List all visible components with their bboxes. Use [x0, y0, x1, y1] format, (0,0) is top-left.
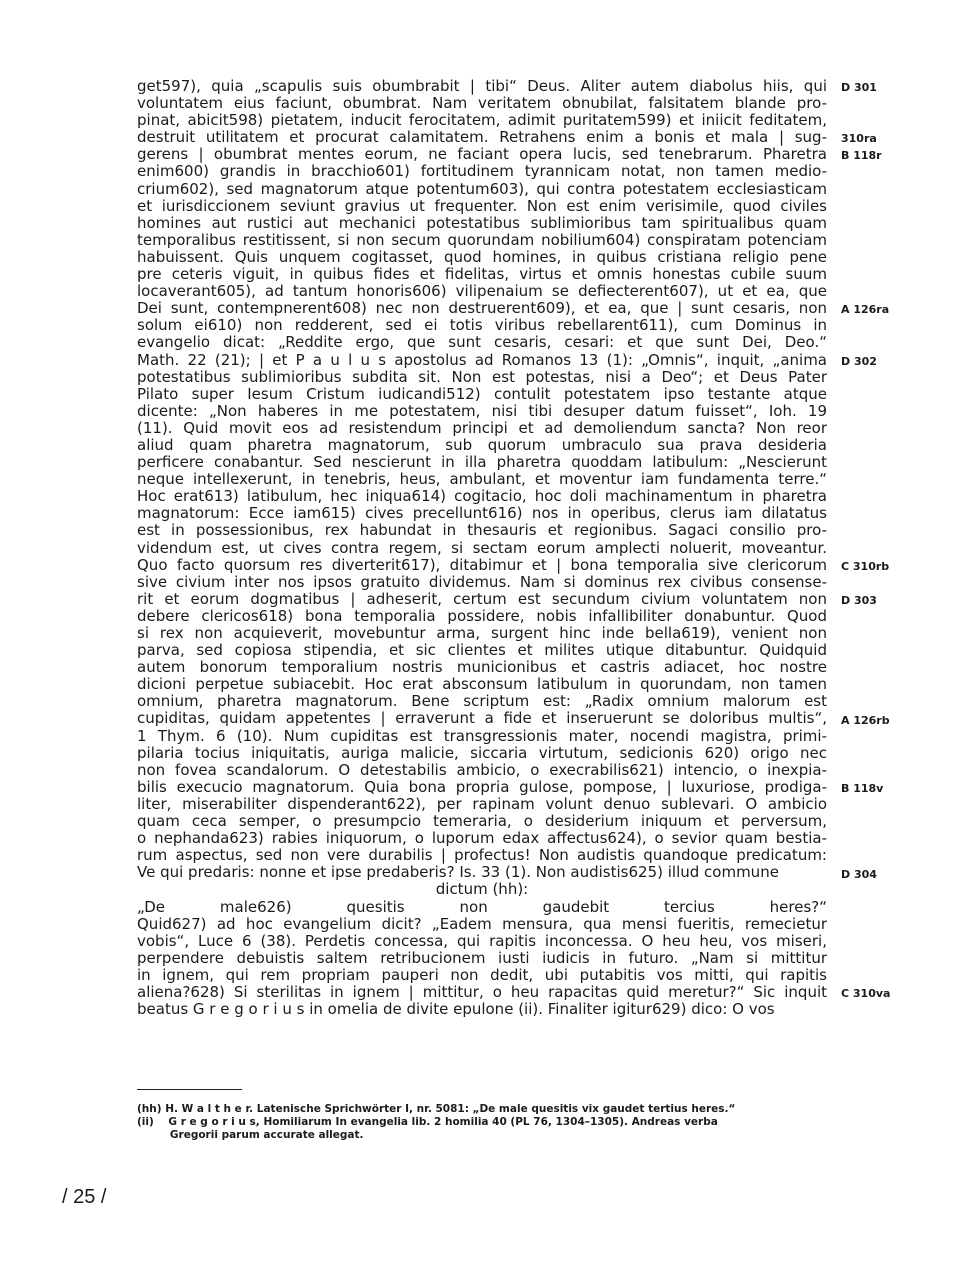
text-line: perficere conabantur. Sed nescierunt in illa pharetra quoddam latibulum: „Nescierunt: [137, 454, 827, 472]
footnote-ii-continued: Gregorii parum accurate allegat.: [137, 1129, 364, 1141]
text-line: habuissent. Quis unquem cogitasset, quod homines, in quibus cristiana religio pene: [137, 248, 827, 266]
text-line: pre ceteris viguit, in quibus fides et fidelitas, virtus et omnis honestas cubile suum: [137, 266, 827, 284]
text-line: rum aspectus, sed non vere durabilis | profectus! Non audistis quandoque predicatum:: [137, 847, 827, 865]
text-line: non fovea scandalorum. O detestabilis ambicio, o execrabilis621) intencio, o inexpia-: [137, 761, 827, 779]
margin-ref: A 126rb: [841, 713, 890, 727]
margin-ref: D 302: [841, 354, 877, 368]
footnote-divider: [137, 1089, 242, 1090]
text-line: gerens | obumbrat mentes eorum, ne faciant opera lucis, sed tenebrarum. Pharetra: [137, 146, 827, 164]
text-line: aliena?628) Si sterilitas in ignem | mittitur, o heu rapacitas quid meretur?“ Sic inquit: [137, 983, 827, 1001]
text-line: (11). Quid movit eos ad resistendum principi et ad demoliendum sancta? Non reor: [137, 419, 827, 437]
body-text: [137, 78, 827, 1018]
text-line: Math. 22 (21); | et P a u l u s apostolus ad Romanos 13 (1): „Omnis“, inquit, „anima: [137, 351, 827, 369]
text-line: aliud quam pharetra magnatorum, sub quorum umbraculo sua prava desideria: [137, 436, 827, 454]
margin-ref: 310ra: [841, 132, 877, 146]
text-line: enim600) grandis in bracchio601) fortitudinem tyrannicam notat, non tamen medio-: [137, 163, 827, 181]
text-line: evangelio dicat: „Reddite ergo, que sunt cesaris, cesari: et que sunt Dei, Deo.“: [137, 334, 827, 352]
text-line: potestatibus sublimioribus subdita sit. Non est potestas, nisi a Deo“; et Deus Pater: [137, 368, 827, 386]
text-line: dicente: „Non haberes in me potestatem, nisi tibi desuper datum fuisset“, Ioh. 19: [137, 402, 827, 420]
text-line: dictum (hh):: [435, 881, 529, 899]
text-line: homines aut rustici aut mechanici potestatibus sublimioribus tam spiritualibus quam: [137, 214, 827, 232]
text-line: sive civium inter nos ipsos gratuito dividemus. Nam si dominus rex civibus consense-: [137, 573, 827, 591]
text-line: videndum est, ut cives contra regem, si sectam eorum amplecti noluerit, moveantur.: [137, 539, 827, 557]
footnotes: [137, 1103, 832, 1142]
text-line: perpendere debuistis saltem retribucionem iusti iudicis in futuro. „Nam si mittitur: [137, 949, 827, 967]
text-line: Pilato super Iesum Cristum iudicandi512) contulit potestatem ipso testante atque: [137, 385, 827, 403]
margin-ref: D 304: [841, 867, 877, 881]
text-line: cupiditas, quidam appetentes | erraverunt a fide et inseruerunt se doloribus multis“,: [137, 710, 827, 728]
margin-ref: B 118r: [841, 149, 882, 163]
text-line: o nephanda623) rabies iniquorum, o luporum edax affectus624), o sevior quam bestia-: [137, 830, 827, 848]
margin-ref: C 310va: [841, 987, 891, 1001]
text-line: in ignem, qui rem propriam pauperi non dedit, ubi putabitis vos mitti, qui rapitis: [137, 966, 827, 984]
text-line: destruit utilitatem et procurat calamitatem. Retrahens enim a bonis et mala | sug-: [137, 129, 827, 147]
text-line: voluntatem eius faciunt, obumbrat. Nam veritatem obnubilat, falsitatem blande pro-: [137, 95, 827, 113]
text-line: Ve qui predaris: nonne et ipse predaberis? Is. 33 (1). Non audistis625) illud commune: [137, 864, 779, 882]
footnote-ii: (ii) G r e g o r i u s, Homiliarum In evangelia lib. 2 homilia 40 (PL 76, 1304–1305). Andreas verba: [137, 1116, 718, 1128]
text-line: locaverant605), ad tantum honoris606) vilipenaium se defiecterent607), ut et ea, que: [137, 283, 827, 301]
text-line: Quo facto quorsum res diverterit617), ditabimur et | bona temporalia sive clericorum: [137, 556, 827, 574]
text-line: Quid627) ad hoc evangelium dicit? „Eadem mensura, qua mensi fueritis, remecietur: [137, 915, 827, 933]
margin-ref: D 301: [841, 81, 877, 94]
text-line: omnium, pharetra magnatorum. Bene scriptum est: „Radix omnium malorum est: [137, 693, 827, 711]
margin-ref: D 303: [841, 594, 877, 607]
text-line: rit et eorum dogmatibus | adheserit, certum est secundum civium voluntatem non: [137, 590, 827, 608]
text-line: beatus G r e g o r i u s in omelia de divite epulone (ii). Finaliter igitur629) dico: O vos: [137, 1001, 775, 1019]
text-line: quam ceca semper, o presumpcio temeraria, o desiderium iniquum et perversum,: [137, 813, 827, 831]
margin-ref: A 126ra: [841, 303, 890, 317]
text-line: est in possessionibus, rex habundat in thesauris et regionibus. Sagaci consilio pro-: [137, 522, 827, 540]
text-line: si rex non acquieverit, movebuntur arma, surgent hinc inde bella619), venient non: [137, 625, 827, 642]
text-line: vobis“, Luce 6 (38). Perdetis concessa, qui rapitis inconcessa. O heu heu, vos miseri,: [137, 932, 827, 950]
text-line: pilaria tocius iniquitatis, auriga malicie, siccaria virtutum, sedicionis 620) origo nec: [137, 744, 827, 762]
text-line: bilis execucio magnatorum. Quia bona propria gulose, pompose, | luxuriose, prodiga-: [137, 778, 827, 796]
text-line: parva, sed copiosa stipendia, et sic clientes et milites utique ditabuntur. Quidquid: [137, 642, 827, 660]
page-number: / 25 /: [62, 1186, 107, 1208]
text-line: debere clericos618) bona temporalia possidere, nobis infallibiliter donabuntur. Quod: [137, 607, 827, 625]
text-line: liter, miserabiliter dispenderant622), per rapinam volunt denuo sublevari. O ambicio: [137, 795, 827, 813]
footnote-hh: (hh) H. W a l t h e r. Latenische Sprichwörter I, nr. 5081: „De male quesitis vix gaudet tertius heres.“: [137, 1103, 736, 1115]
text-line: solum ei610) non redderent, sed ei totis viribus rebellarent611), cum Dominus in: [137, 317, 827, 335]
text-line: temporalibus restitissent, si non secum quorundam nobilium604) conspiratam potenciam: [137, 231, 827, 249]
margin-ref: C 310rb: [841, 559, 890, 573]
margin-ref: B 118v: [841, 782, 884, 796]
text-line: autem bonorum temporalium nostris municionibus et castris adiacet, hoc nostre: [137, 659, 827, 677]
text-line: magnatorum: Ecce iam615) cives precellunt616) nos in operibus, clerus iam dilatatus: [137, 505, 827, 523]
text-line: Hoc erat613) latibulum, hec iniqua614) cogitacio, hoc doli machinamentum in pharetra: [137, 488, 827, 506]
text-line: Dei sunt, contempnerent608) nec non destruerent609), et ea, que | sunt cesaris, non: [137, 300, 827, 318]
text-line: pinat, abicit598) pietatem, inducit ferocitatem, adimit puritatem599) et iniicit feditatem,: [137, 112, 827, 130]
text-line: crium602), sed magnatorum atque potentum603), qui contra potestatem ecclesiasticam: [137, 180, 827, 198]
text-line: dicioni perpetue subiacebit. Hoc erat absconsum latibulum in quorundam, non tamen: [137, 676, 827, 694]
text-line: get597), quia „scapulis suis obumbrabit | tibi“ Deus. Aliter autem diabolus hiis, qui: [137, 78, 827, 95]
text-line: et iurisdiccionem seviunt gravius ut frequenter. Non est enim verisimile, quod civiles: [137, 197, 827, 215]
text-line: neque intellexerunt, in tenebris, heus, ambulant, et moventur iam fundamenta terre.“: [137, 471, 827, 489]
text-line: „De male626) quesitis non gaudebit tercius heres?“: [137, 898, 827, 916]
text-line: 1 Thym. 6 (10). Num cupiditas est transgressionis mater, nocendi magistra, primi-: [137, 727, 827, 745]
